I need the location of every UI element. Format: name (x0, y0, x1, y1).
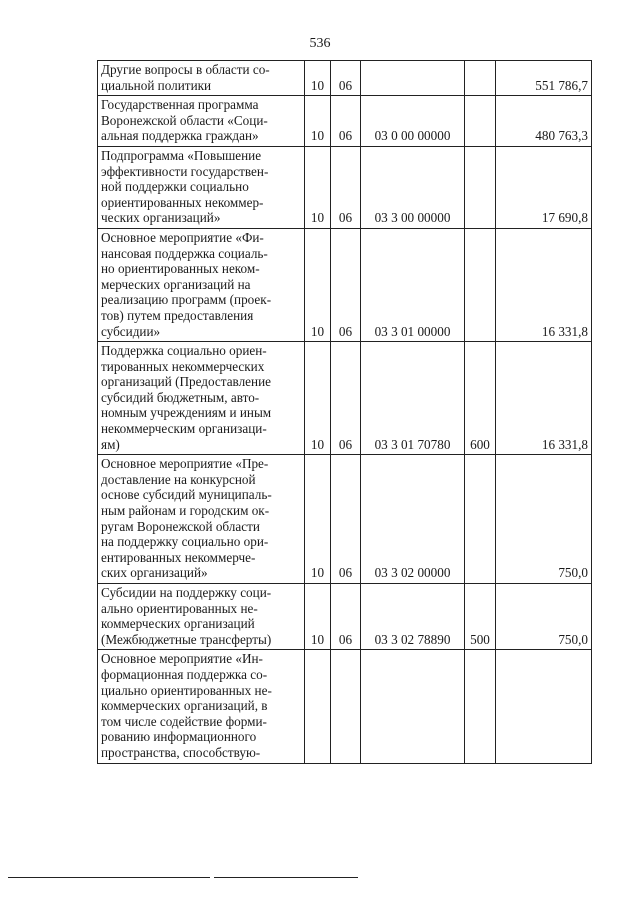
cell-pr: 06 (331, 228, 361, 341)
cell-pr: 06 (331, 146, 361, 228)
cell-pr: 06 (331, 96, 361, 147)
cell-csr: 03 3 01 00000 (361, 228, 465, 341)
cell-sum: 750,0 (496, 584, 592, 650)
table-row (98, 146, 592, 228)
table-row (98, 455, 592, 584)
cell-sum: 16 331,8 (496, 228, 592, 341)
cell-csr: 03 3 00 00000 (361, 146, 465, 228)
page-number: 536 (309, 36, 331, 51)
cell-sum: 16 331,8 (496, 342, 592, 455)
cell-rz: 10 (305, 96, 331, 147)
cell-vr (465, 146, 496, 228)
cell-rz: 10 (305, 455, 331, 584)
cell-sum: 17 690,8 (496, 146, 592, 228)
cell-pr: 06 (331, 342, 361, 455)
table-row (98, 584, 592, 650)
table-row (98, 61, 592, 96)
cell-sum: 551 786,7 (496, 61, 592, 96)
cell-name: Субсидии на поддержку соци- ально ориентированных не- коммерческих организаций (Межбюджетные трансферты) (98, 584, 305, 650)
cell-csr: 03 3 02 00000 (361, 455, 465, 584)
cell-csr: 03 3 01 70780 (361, 342, 465, 455)
cell-rz: 10 (305, 228, 331, 341)
cell-sum: 480 763,3 (496, 96, 592, 147)
cell-vr: 600 (465, 342, 496, 455)
cell-pr (331, 650, 361, 763)
cell-csr (361, 61, 465, 96)
cell-name: Основное мероприятие «Фи- нансовая поддержка социаль- но ориентированных неком- мерческих организаций на реализацию программ (проек- тов) путем предоставления субсидии» (98, 228, 305, 341)
table-row (98, 650, 592, 763)
cell-vr (465, 96, 496, 147)
cell-pr: 06 (331, 455, 361, 584)
cell-name: Другие вопросы в области со- циальной политики (98, 61, 305, 96)
cell-name: Подпрограмма «Повышение эффективности государствен- ной поддержки социально ориентированных некоммер- ческих организаций» (98, 146, 305, 228)
cell-vr (465, 455, 496, 584)
cell-sum (496, 650, 592, 763)
cell-vr (465, 650, 496, 763)
cell-name: Основное мероприятие «Пре- доставление на конкурсной основе субсидий муниципаль- ным районам и городским ок- ругам Воронежской области на поддержку социально ори- ентированных некоммерче- ских организаций» (98, 455, 305, 584)
cell-csr: 03 0 00 00000 (361, 96, 465, 147)
budget-table (97, 60, 592, 764)
cell-rz: 10 (305, 584, 331, 650)
cell-rz (305, 650, 331, 763)
cell-vr (465, 61, 496, 96)
cell-name: Основное мероприятие «Ин- формационная поддержка со- циально ориентированных не- коммерческих организаций, в том числе содействие форми- рованию информационного пространства, способствую- (98, 650, 305, 763)
cell-rz: 10 (305, 61, 331, 96)
cell-pr: 06 (331, 584, 361, 650)
table-row (98, 342, 592, 455)
cell-csr: 03 3 02 78890 (361, 584, 465, 650)
footer-rule (8, 877, 210, 878)
cell-vr: 500 (465, 584, 496, 650)
table-row (98, 96, 592, 147)
cell-pr: 06 (331, 61, 361, 96)
cell-sum: 750,0 (496, 455, 592, 584)
table-body (98, 61, 592, 764)
cell-vr (465, 228, 496, 341)
cell-csr (361, 650, 465, 763)
table-row (98, 228, 592, 341)
cell-name: Государственная программа Воронежской области «Соци- альная поддержка граждан» (98, 96, 305, 147)
cell-name: Поддержка социально ориен- тированных некоммерческих организаций (Предоставление субсидий бюджетным, авто- номным учреждениям и иным некоммерческим организаци- ям) (98, 342, 305, 455)
cell-rz: 10 (305, 342, 331, 455)
footer-rule-short (214, 877, 358, 878)
cell-rz: 10 (305, 146, 331, 228)
